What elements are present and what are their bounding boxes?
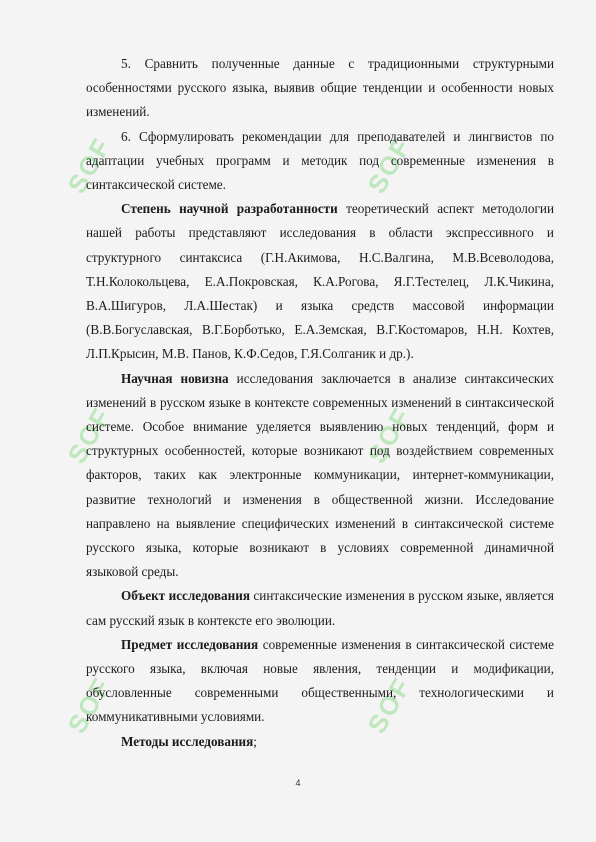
term-degree: Степень научной разработанности (121, 201, 338, 217)
paragraph-degree-of-development (86, 197, 554, 366)
paragraph-research-methods (86, 730, 554, 754)
text-subject: современные изменения в синтаксической системе русского языка, включая новые явления, тенденции и модификации, обусловленные современными общественными, технологическими и коммуникативными условиями. (86, 636, 554, 725)
paragraph-task-5: 5. Сравнить полученные данные с традиционными структурными особенностями русского языка, выявив общие тенденции и особенности новых изменений. (86, 56, 554, 120)
text-object: синтаксические изменения в русском языке, является сам русский язык в контексте его эволюции. (86, 588, 554, 628)
term-subject: Предмет исследования (121, 636, 259, 652)
watermark-logo: SOF (61, 402, 118, 469)
watermark-logo: SOF (361, 402, 418, 469)
term-methods: Методы исследования (121, 733, 254, 749)
term-object: Объект исследования (121, 588, 250, 604)
paragraph-research-object (86, 584, 554, 632)
text-methods: ; (253, 733, 257, 749)
text-novelty: исследования заключается в анализе синтаксических изменений в русском языке в контексте современных изменений в синтаксической системе. Особое внимание уделяется выявлению новых тенденций, форм и структурных особенностей, которые возникают под воздействием современных факторов, таких как электронные коммуникации, интернет-коммуникации, развитие технологий и изменения в общественной жизни. Исследование направлено на выявление специфических изменений в синтаксической системе русского языка, которые возникают в условиях современной динамичной языковой среды. (86, 370, 554, 580)
term-novelty: Научная новизна (121, 370, 229, 386)
paragraph-task-6: 6. Сформулировать рекомендации для преподавателей и лингвистов по адаптации учебных программ и методик под современные изменения в синтаксической системе. (86, 128, 554, 193)
document-body (86, 52, 554, 754)
page-number: 4 (295, 778, 301, 788)
paragraph-research-subject (86, 633, 554, 730)
watermark-logo: SOF (61, 672, 118, 739)
watermark-logo: SOF (361, 132, 418, 199)
paragraph-scientific-novelty (86, 367, 554, 585)
text-degree: теоретический аспект методологии нашей работы представляют исследования в области экспрессивного и структурного синтаксиса (Г.Н.Акимова, Н.С.Валгина, М.В.Всеволодова, Т.Н.Колокольцева, Е.А.Покровская, К.А.Рогова, Я.Г.Тестелец, Л.К.Чикина, В.А.Шигуров, Л.А.Шестак) и языка средств массовой информации (В.В.Богуславская, В.Г.Борботько, Е.А.Земская, В.Г.Костомаров, Н.Н. Кохтев, Л.П.Крысин, М.В. Панов, К.Ф.Седов, Г.Я.Солганик и др.). (86, 201, 555, 362)
watermark-logo: SOF (61, 132, 118, 199)
watermark-logo: SOF (361, 672, 418, 739)
